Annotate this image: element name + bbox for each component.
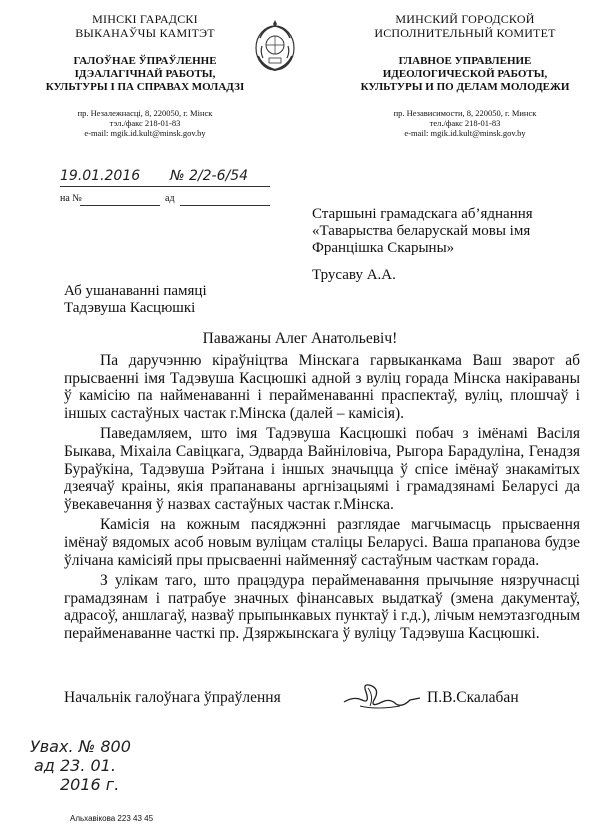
address-be: пр. Незалежнасці, 8, 220050, г. Мінск bbox=[77, 108, 213, 118]
signer-name: П.В.Скалабан bbox=[427, 689, 519, 706]
address-ru: пр. Независимости, 8, 220050, г. Минск bbox=[393, 108, 537, 118]
dept-ru-line2: ИДЕОЛОГИЧЕСКОЙ РАБОТЫ, bbox=[382, 68, 548, 80]
recipient-block bbox=[312, 206, 533, 284]
body-paragraph-2: Паведамляем, што імя Тадэвуша Касцюшкі побач з імёнамі Васіля Быкава, Міхаіла Савіцкага, Эдварда Вайніловіча, Рыгора Барадуліна, Генадзя Бураўкіна, Тадэвуша Рэйтана і іншых значыцца ў спісе імёнаў знакамітых дзеячаў краіны, якія прапанаваны аргнізацыямі і грамадзянамі Беларусі да ўвекавечання ў назвах састаўных частак г.Мінска. bbox=[64, 425, 580, 513]
org-name-be-line2: ВЫКАНАЎЧЫ КАМІТЭТ bbox=[75, 26, 215, 40]
incoming-note-line3: 2016 г. bbox=[60, 775, 120, 794]
handwritten-date: 19.01.2016 bbox=[60, 168, 141, 184]
contacts-ru bbox=[345, 108, 585, 138]
recipient-name: Трусаву А.А. bbox=[312, 267, 396, 283]
signer-title: Начальнік галоўнага ўпраўлення bbox=[64, 689, 281, 706]
date-line bbox=[60, 186, 270, 187]
na-label: на № bbox=[60, 193, 82, 204]
body-paragraph-4: З улікам таго, што працэдура перайменавання прычыняе нязручнасці грамадзянам і патрабуе значных фінансавых выдаткаў (змена дакументаў, адрасоў, аншлагаў, назваў прыпынкавых пунктаў і г.д.), лічым немэтазгодным перайменаванне часткі пр. Дзяржынскага ў вуліцу Тадэвуша Касцюшкі. bbox=[64, 572, 580, 642]
subject-line2: Тадэвуша Касцюшкі bbox=[64, 300, 196, 316]
handwritten-signature-icon bbox=[340, 676, 422, 716]
letter-greeting: Паважаны Алег Анатольевіч! bbox=[202, 330, 398, 347]
header-left bbox=[30, 12, 260, 138]
dept-name-ru bbox=[345, 55, 585, 94]
phone-be: тэл./факс 218-01-83 bbox=[109, 118, 181, 128]
subject-block bbox=[64, 283, 207, 317]
ref-date-line bbox=[180, 205, 270, 206]
contacts-be bbox=[30, 108, 260, 138]
ref-number-line bbox=[80, 205, 160, 206]
phone-ru: тел./факс 218-01-83 bbox=[429, 118, 501, 128]
org-name-be-line1: МІНСКІ ГАРАДСКІ bbox=[92, 12, 198, 26]
handwritten-incoming-note bbox=[30, 737, 131, 794]
handwritten-number: № 2/2-6/54 bbox=[170, 168, 249, 184]
recipient-line3: Францішка Скарыны» bbox=[312, 240, 455, 256]
incoming-note-line1: Увах. № 800 bbox=[30, 737, 131, 756]
recipient-line2: «Таварыства беларускай мовы імя bbox=[312, 223, 531, 239]
executor-contact: Альхавікова 223 43 45 bbox=[70, 814, 154, 823]
dept-be-line1: ГАЛОЎНАЕ ЎПРАЎЛЕННЕ bbox=[73, 55, 217, 67]
state-emblem-icon bbox=[250, 18, 300, 74]
body-paragraph-1: Па даручэнню кіраўніцтва Мінскага гарвыканкама Ваш зварот аб прысваенні імя Тадэвуша Касцюшкі адной з вуліц горада Мінска накіраваны ў камісію па найменаванні і перайменаванні праспектаў, вуліц, плошчаў і іншых састаўных частак г.Мінска (далей – камісія). bbox=[64, 352, 580, 422]
dept-be-line2: ІДЭАЛАГІЧНАЙ РАБОТЫ, bbox=[74, 68, 216, 80]
dept-name-be bbox=[30, 55, 260, 94]
letter-body bbox=[64, 352, 580, 646]
subject-line1: Аб ушанаванні памяці bbox=[64, 283, 207, 299]
email-ru: e-mail: mgik.id.kult@minsk.gov.by bbox=[404, 128, 526, 138]
org-name-ru-line1: МИНСКИЙ ГОРОДСКОЙ bbox=[395, 12, 535, 26]
body-paragraph-3: Камісія на кожным пасяджэнні разглядае магчымасць прысваення імёнаў вядомых асоб новым вуліцам сталіцы Беларусі. Ваша прапанова будзе ўлічана камісіяй пры прысваенні найменняў састаўным часткам горада. bbox=[64, 516, 580, 569]
email-be: e-mail: mgik.id.kult@minsk.gov.by bbox=[84, 128, 206, 138]
dept-ru-line3: КУЛЬТУРЫ И ПО ДЕЛАМ МОЛОДЕЖИ bbox=[360, 81, 570, 93]
org-name-ru-line2: ИСПОЛНИТЕЛЬНЫЙ КОМИТЕТ bbox=[374, 26, 556, 40]
dept-be-line3: КУЛЬТУРЫ І ПА СПРАВАХ МОЛАДЗІ bbox=[45, 81, 245, 93]
incoming-note-line2: ад 23. 01. bbox=[34, 756, 116, 775]
dept-ru-line1: ГЛАВНОЕ УПРАВЛЕНИЕ bbox=[398, 55, 532, 67]
header-right bbox=[345, 12, 585, 138]
recipient-line1: Старшыні грамадскага аб’яднання bbox=[312, 206, 533, 222]
ad-label: ад bbox=[165, 193, 175, 204]
